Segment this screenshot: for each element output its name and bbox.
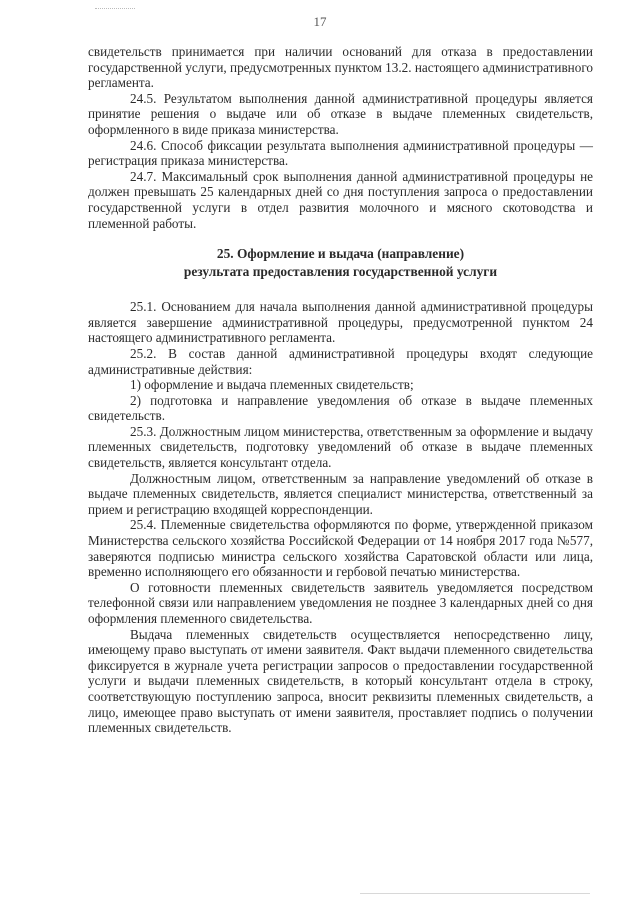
document-body	[88, 44, 593, 736]
paragraph: О готовности племенных свидетельств заявитель уведомляется посредством телефонной связи или направлением уведомления не позднее 3 календарных дней со дня оформления племенного свидетельства.	[88, 579, 593, 626]
section-24-continuation	[88, 44, 593, 231]
scan-artifact-bottom	[360, 893, 590, 895]
paragraph: Выдача племенных свидетельств осуществляется непосредственно лицу, имеющему право выступать от имени заявителя. Факт выдачи племенного свидетельства фиксируется в журнале учета регистрации запросов о предоставлении государственной услуги и выдачи племенных свидетельств, в который консультант отдела в строку, соответствующую поступлению запроса, вносит реквизиты племенных свидетельств, а лицо, имеющее право выступать от имени заявителя, проставляет подпись о получении племенных свидетельств.	[88, 626, 593, 736]
section-heading-line-1: 25. Оформление и выдача (направление)	[216, 246, 465, 262]
paragraph: 24.5. Результатом выполнения данной административной процедуры является принятие решения о выдаче или об отказе в выдаче племенных свидетельств, оформленного в виде приказа министерства.	[88, 90, 593, 137]
paragraph: 25.4. Племенные свидетельства оформляются по форме, утвержденной приказом Министерства сельского хозяйства Российской Федерации от 14 ноября 2017 года №577, заверяются подписью министра сельского хозяйства Саратовской области или лица, временно исполняющего его обязанности и гербовой печатью министерства.	[88, 517, 593, 580]
paragraph: 25.3. Должностным лицом министерства, ответственным за оформление и выдачу племенных свидетельств, подготовку уведомлений об отказе в выдаче племенных свидетельств, является консультант отдела.	[88, 423, 593, 471]
section-heading-line-2: результата предоставления государственной услуги	[183, 264, 498, 280]
paragraph: 24.6. Способ фиксации результата выполнения административной процедуры — регистрация приказа министерства.	[88, 137, 593, 169]
section-heading	[88, 245, 593, 281]
paragraph: 25.2. В состав данной административной процедуры входят следующие административные действия:	[88, 345, 593, 377]
paragraph: 25.1. Основанием для начала выполнения данной административной процедуры является завершение административной процедуры, предусмотренной пунктом 24 настоящего административного регламента.	[88, 299, 593, 346]
paragraph: свидетельств принимается при наличии оснований для отказа в предоставлении государственной услуги, предусмотренных пунктом 13.2. настоящего административного регламента.	[88, 44, 593, 91]
paragraph: 1) оформление и выдача племенных свидетельств;	[130, 377, 414, 393]
scan-artifact-top	[95, 8, 135, 10]
paragraph: 2) подготовка и направление уведомления об отказе в выдаче племенных свидетельств.	[88, 392, 593, 424]
paragraph: 24.7. Максимальный срок выполнения данной административной процедуры не должен превышать 25 календарных дней со дня поступления запроса о предоставлении государственной услуги в отдел развития молочного и мясного скотоводства и племенной работы.	[88, 168, 593, 231]
section-25-body	[88, 299, 593, 736]
paragraph: Должностным лицом, ответственным за направление уведомлений об отказе в выдаче племенных свидетельств, является специалист министерства, ответственный за прием и регистрацию входящей корреспонденции.	[88, 470, 593, 517]
page-number: 17	[313, 14, 327, 29]
